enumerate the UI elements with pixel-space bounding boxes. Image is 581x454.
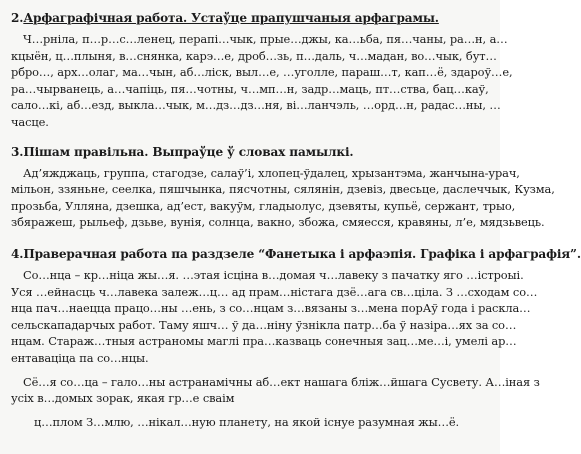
section-3-number: 3. [11, 144, 24, 159]
section-4 [11, 246, 581, 430]
section-2-text [11, 31, 513, 131]
text-line: часце. [11, 114, 49, 129]
section-2-heading [11, 10, 494, 27]
text-line: прозьба, Улляна, дзешка, ад’ест, вакуўм, гладыолус, дзевяты, купьё, сержант, трыо, [11, 198, 516, 213]
section-2-number: 2. [11, 11, 24, 25]
text-line: ра…чырванець, а…чапіць, пя…чотны, ч…мп…н, задр…маць, пт…ства, бац…каў, [11, 81, 489, 96]
text-line: мільон, ззяньне, сеелка, пяшчынка, пясчотны, сялянін, дзевіз, двесьце, даслеччык, Кузма, [11, 182, 555, 197]
section-4-paragraph-2 [11, 374, 540, 407]
text-line: нца пач…наецца працо…ны …ень, з со…нцам з…вязаны з…мена порАў года і раскла… [11, 301, 531, 316]
text-line: Сё…я со…ца – гало…ны астранамічны аб…ект нашага бліж…йшага Сусвету. А…іная з [23, 374, 540, 389]
text-line: ц…плом З…млю, …нікал…ную планету, на якой існуе разумная жы…ё. [34, 414, 460, 429]
spacer [11, 407, 494, 414]
spacer [11, 367, 494, 374]
text-line: усіх в…домых зорак, якая гр…е сваім [11, 391, 235, 406]
text-line: нцам. Стараж…тныя астраномы маглі пра…казваць сонечныя зац…ме…і, умелі ар… [11, 334, 517, 349]
spacer [11, 131, 494, 144]
section-4-heading [11, 246, 581, 263]
section-4-title: Праверачная работа па раздзеле “Фанетыка і арфаэпія. Графіка і арфаграфія”. [23, 246, 581, 261]
text-line: Ч…рніла, п…р…с…ленец, перапі…чык, прые…джы, ка…ьба, пя…чаны, ра…н, а… [23, 32, 508, 46]
text-line: сало…кі, аб…езд, выкла…чык, м…дз…дз…ня, ві…ланчэль, …орд…н, радас…ны, … [11, 98, 501, 113]
section-2 [11, 10, 513, 131]
section-3 [11, 144, 555, 231]
section-4-paragraph-3 [11, 414, 494, 431]
section-4-paragraph-1 [11, 267, 538, 367]
section-4-number: 4. [11, 246, 24, 261]
section-3-title: Пішам правільна. Выпраўце ў словах памылкі. [23, 144, 354, 159]
text-line: ентаваціца па со…нцы. [11, 350, 149, 365]
spacer [11, 231, 494, 246]
text-line: рбро…, арх…олаг, ма…чын, аб…ліск, выл…е, …уголле, параш…т, кап…ё, здароў…е, [11, 65, 513, 80]
text-line: кцыён, ц…плыня, в…снянка, карэ…е, дроб…зь, п…даль, ч…мадан, во…чык, бут… [11, 48, 497, 63]
text-line: сельскападарчых работ. Таму яшч… ў да…ніну ўзнікла патр…ба ў назіра…ях за со… [11, 317, 517, 332]
section-2-title: Арфаграфічная работа. Устаўце прапушчаныя арфаграмы. [23, 11, 439, 25]
text-line: Ад’яжджаць, группа, стагодзе, салаў’і, хлопец-ўдалец, хрызантэма, жанчына-урач, [23, 165, 520, 180]
text-line: Со…нца – кр…ніца жы…я. …этая ісціна в…домая ч…лавеку з пачатку яго …істроыі. [23, 267, 524, 282]
text-line: збяражеш, рыльеф, дзьве, вунія, солнца, вакно, збожа, смяесся, кравяны, л’е, мядзьвець. [11, 215, 545, 230]
section-3-heading [11, 144, 494, 161]
section-3-text [11, 165, 555, 231]
text-line: Уся …ейнасць ч…лавека залеж…ц… ад прам…ністага дзё…ага св…ціла. З …сходам со… [11, 284, 538, 299]
